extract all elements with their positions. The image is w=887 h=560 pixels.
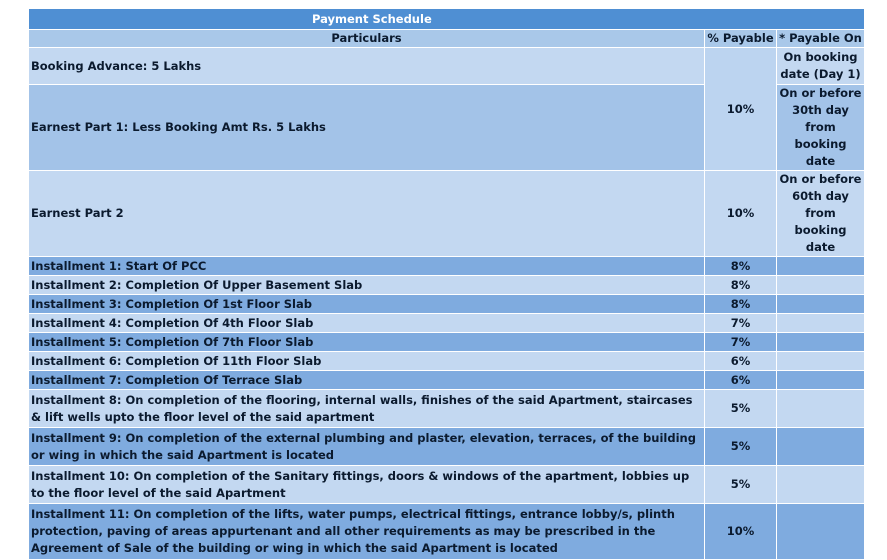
row-particular: Booking Advance: 5 Lakhs — [29, 48, 705, 85]
row-payable: 10% — [705, 504, 777, 560]
table-row — [29, 314, 865, 333]
row-payable: 8% — [705, 295, 777, 314]
table-row — [29, 371, 865, 390]
row-payable: 10% — [705, 48, 777, 171]
header-payable: % Payable — [705, 30, 777, 48]
row-payable: 7% — [705, 333, 777, 352]
row-payable-on: On or before 30th day from booking date — [777, 85, 865, 171]
row-payable: 6% — [705, 352, 777, 371]
row-payable-on — [777, 428, 865, 466]
row-particular: Installment 9: On completion of the external plumbing and plaster, elevation, terraces, of the building or wing in which the said Apartment is located — [29, 428, 705, 466]
row-particular: Installment 6: Completion Of 11th Floor Slab — [29, 352, 705, 371]
row-payable-on — [777, 257, 865, 276]
table-row — [29, 295, 865, 314]
table-row — [29, 352, 865, 371]
table-row — [29, 257, 865, 276]
row-particular: Installment 5: Completion Of 7th Floor Slab — [29, 333, 705, 352]
row-payable-on — [777, 504, 865, 560]
row-particular: Earnest Part 2 — [29, 171, 705, 257]
row-payable: 8% — [705, 257, 777, 276]
row-payable-on — [777, 276, 865, 295]
row-particular: Installment 8: On completion of the flooring, internal walls, finishes of the said Apartment, staircases & lift wells upto the floor level of the said apartment — [29, 390, 705, 428]
table-row — [29, 390, 865, 428]
row-particular: Installment 7: Completion Of Terrace Slab — [29, 371, 705, 390]
row-payable: 6% — [705, 371, 777, 390]
row-particular: Installment 10: On completion of the Sanitary fittings, doors & windows of the apartment, lobbies up to the floor level of the said Apartment — [29, 466, 705, 504]
row-payable: 8% — [705, 276, 777, 295]
table-title: Payment Schedule — [29, 9, 865, 30]
table-row — [29, 333, 865, 352]
table-row — [29, 504, 865, 560]
table-row — [29, 171, 865, 257]
header-particulars: Particulars — [29, 30, 705, 48]
table-row — [29, 48, 865, 85]
row-particular: Installment 4: Completion Of 4th Floor Slab — [29, 314, 705, 333]
table-row — [29, 428, 865, 466]
row-payable-on — [777, 333, 865, 352]
row-payable: 10% — [705, 171, 777, 257]
row-particular: Installment 11: On completion of the lifts, water pumps, electrical fittings, entrance lobby/s, plinth protection, paving of areas appurtenant and all other requirements as may be prescribed in the Agreement of Sale of the building or wing in which the said Apartment is located — [29, 504, 705, 560]
row-payable-on — [777, 390, 865, 428]
header-payable-on: * Payable On — [777, 30, 865, 48]
row-payable-on — [777, 352, 865, 371]
row-payable: 5% — [705, 428, 777, 466]
title-row — [29, 9, 865, 30]
row-payable: 7% — [705, 314, 777, 333]
row-payable-on — [777, 466, 865, 504]
row-particular: Installment 2: Completion Of Upper Basement Slab — [29, 276, 705, 295]
table-row — [29, 276, 865, 295]
row-payable-on: On booking date (Day 1) — [777, 48, 865, 85]
row-particular: Earnest Part 1: Less Booking Amt Rs. 5 Lakhs — [29, 85, 705, 171]
row-payable-on — [777, 295, 865, 314]
row-particular: Installment 3: Completion Of 1st Floor Slab — [29, 295, 705, 314]
row-particular: Installment 1: Start Of PCC — [29, 257, 705, 276]
payment-schedule-table — [28, 8, 865, 560]
row-payable-on — [777, 314, 865, 333]
row-payable-on: On or before 60th day from booking date — [777, 171, 865, 257]
table-row — [29, 466, 865, 504]
row-payable: 5% — [705, 390, 777, 428]
row-payable: 5% — [705, 466, 777, 504]
row-payable-on — [777, 371, 865, 390]
header-row — [29, 30, 865, 48]
